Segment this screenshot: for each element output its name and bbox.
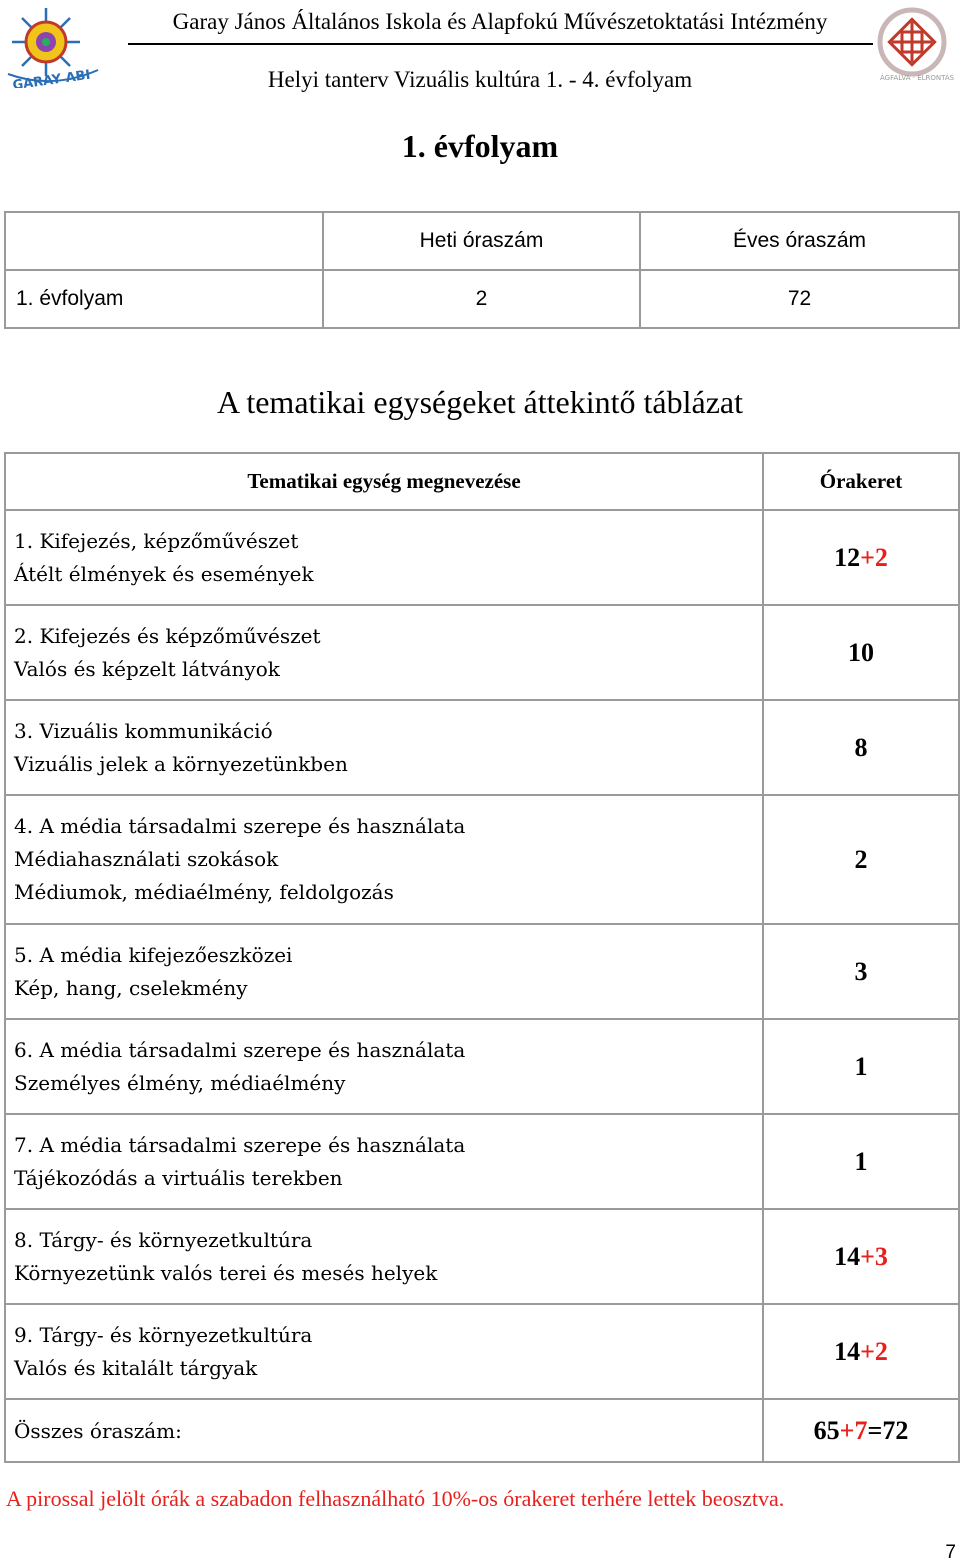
topic-cell: [5, 1209, 763, 1304]
total-result: =72: [867, 1415, 909, 1445]
base-hours: 10: [848, 637, 874, 667]
topic-title: 7. A média társadalmi szerepe és használata: [14, 1132, 466, 1157]
extra-hours: +2: [860, 1336, 888, 1366]
document-subtitle: Helyi tanterv Vizuális kultúra 1. - 4. évfolyam: [267, 67, 693, 92]
hours-cell: [763, 924, 959, 1019]
total-row: [5, 1399, 959, 1462]
topic-title: 9. Tárgy- és környezetkultúra: [14, 1322, 313, 1347]
topic-subtitle: Átélt élmények és események: [14, 561, 314, 586]
base-hours: 1: [854, 1051, 868, 1081]
topic-subtitle: Valós és képzelt látványok: [14, 656, 280, 681]
topic-row: [5, 510, 959, 605]
topic-cell: [5, 1114, 763, 1209]
hours-table-header-row: [5, 212, 959, 270]
total-extra-hours: +7: [839, 1415, 868, 1445]
topics-table: [4, 452, 960, 1463]
header-divider: [128, 43, 873, 45]
logo-right-lettering: ÁGFALVA · ELRONTÁS: [880, 74, 955, 82]
yearly-hours-header: Éves óraszám: [640, 212, 959, 270]
topic-title: 4. A média társadalmi szerepe és használata: [14, 814, 466, 838]
base-hours: 1: [854, 1146, 868, 1176]
page-number: 7: [945, 1542, 956, 1563]
topic-title: 1. Kifejezés, képzőművészet: [14, 528, 299, 553]
hours-cell: [763, 605, 959, 700]
base-hours: 14: [834, 1241, 861, 1271]
grade-cell: 1. évfolyam: [5, 270, 323, 328]
section-title: A tematikai egységeket áttekintő táblázat: [216, 384, 743, 420]
topic-row: [5, 700, 959, 795]
base-hours: 2: [854, 844, 868, 874]
topic-subtitle: Tájékozódás a virtuális terekben: [14, 1165, 343, 1190]
topic-row: [5, 924, 959, 1019]
base-hours: 3: [854, 956, 868, 986]
topic-subtitle: Vizuális jelek a környezetünkben: [14, 751, 348, 776]
base-hours: 14: [834, 1336, 861, 1366]
topic-row: [5, 1304, 959, 1399]
topic-title: 6. A média társadalmi szerepe és használata: [14, 1037, 466, 1062]
topic-row: [5, 795, 959, 924]
topic-cell: [5, 1304, 763, 1399]
footnote: A pirossal jelölt órák a szabadon felhasználható 10%-os órakeret terhére lettek beosztva.: [6, 1486, 785, 1511]
topic-cell: [5, 924, 763, 1019]
topic-subtitle: Médiumok, médiaélmény, feldolgozás: [14, 880, 394, 904]
total-hours-cell: [763, 1399, 959, 1462]
topic-column-header: Tematikai egység megnevezése: [5, 453, 763, 510]
hours-table-header-empty: [5, 212, 323, 270]
hours-table-row: [5, 270, 959, 328]
hours-cell: [763, 1019, 959, 1114]
topic-subtitle: Környezetünk valós terei és mesés helyek: [14, 1260, 438, 1285]
topic-cell: [5, 510, 763, 605]
topic-title: 8. Tárgy- és környezetkultúra: [14, 1227, 313, 1252]
total-base-hours: 65: [813, 1415, 840, 1445]
hours-cell: [763, 700, 959, 795]
school-name: Garay János Általános Iskola és Alapfokú Művészetoktatási Intézmény: [172, 9, 828, 34]
topic-subtitle: Kép, hang, cselekmény: [14, 975, 248, 1000]
logo-left-lettering: GARAY ABI: [11, 67, 92, 88]
school-logo-right: [868, 4, 958, 82]
base-hours: 8: [854, 732, 868, 762]
topic-cell: [5, 1019, 763, 1114]
hours-cell: [763, 795, 959, 924]
topic-title: 5. A média kifejezőeszközei: [14, 942, 293, 967]
topic-subtitle: Médiahasználati szokások: [14, 847, 279, 871]
yearly-hours-cell: 72: [640, 270, 959, 328]
extra-hours: +3: [860, 1241, 888, 1271]
weekly-hours-header: Heti óraszám: [323, 212, 640, 270]
topic-cell: [5, 605, 763, 700]
school-logo-left: [2, 4, 120, 88]
extra-hours: +2: [860, 542, 888, 572]
topic-cell: [5, 795, 763, 924]
hours-cell: [763, 510, 959, 605]
hours-cell: [763, 1209, 959, 1304]
hours-table: [4, 211, 960, 329]
topic-row: [5, 1019, 959, 1114]
topic-row: [5, 1114, 959, 1209]
topic-row: [5, 1209, 959, 1304]
grade-title: 1. évfolyam: [401, 128, 559, 164]
topics-table-header-row: [5, 453, 959, 510]
topic-title: 2. Kifejezés és képzőművészet: [14, 623, 321, 648]
hours-column-header: Órakeret: [763, 453, 959, 510]
base-hours: 12: [834, 542, 861, 572]
weekly-hours-cell: 2: [323, 270, 640, 328]
topic-title: 3. Vizuális kommunikáció: [14, 718, 273, 743]
hours-cell: [763, 1114, 959, 1209]
total-label: Összes óraszám:: [5, 1399, 763, 1462]
topic-subtitle: Személyes élmény, médiaélmény: [14, 1070, 346, 1095]
topic-subtitle: Valós és kitalált tárgyak: [14, 1355, 258, 1380]
topic-cell: [5, 700, 763, 795]
hours-cell: [763, 1304, 959, 1399]
topic-row: [5, 605, 959, 700]
